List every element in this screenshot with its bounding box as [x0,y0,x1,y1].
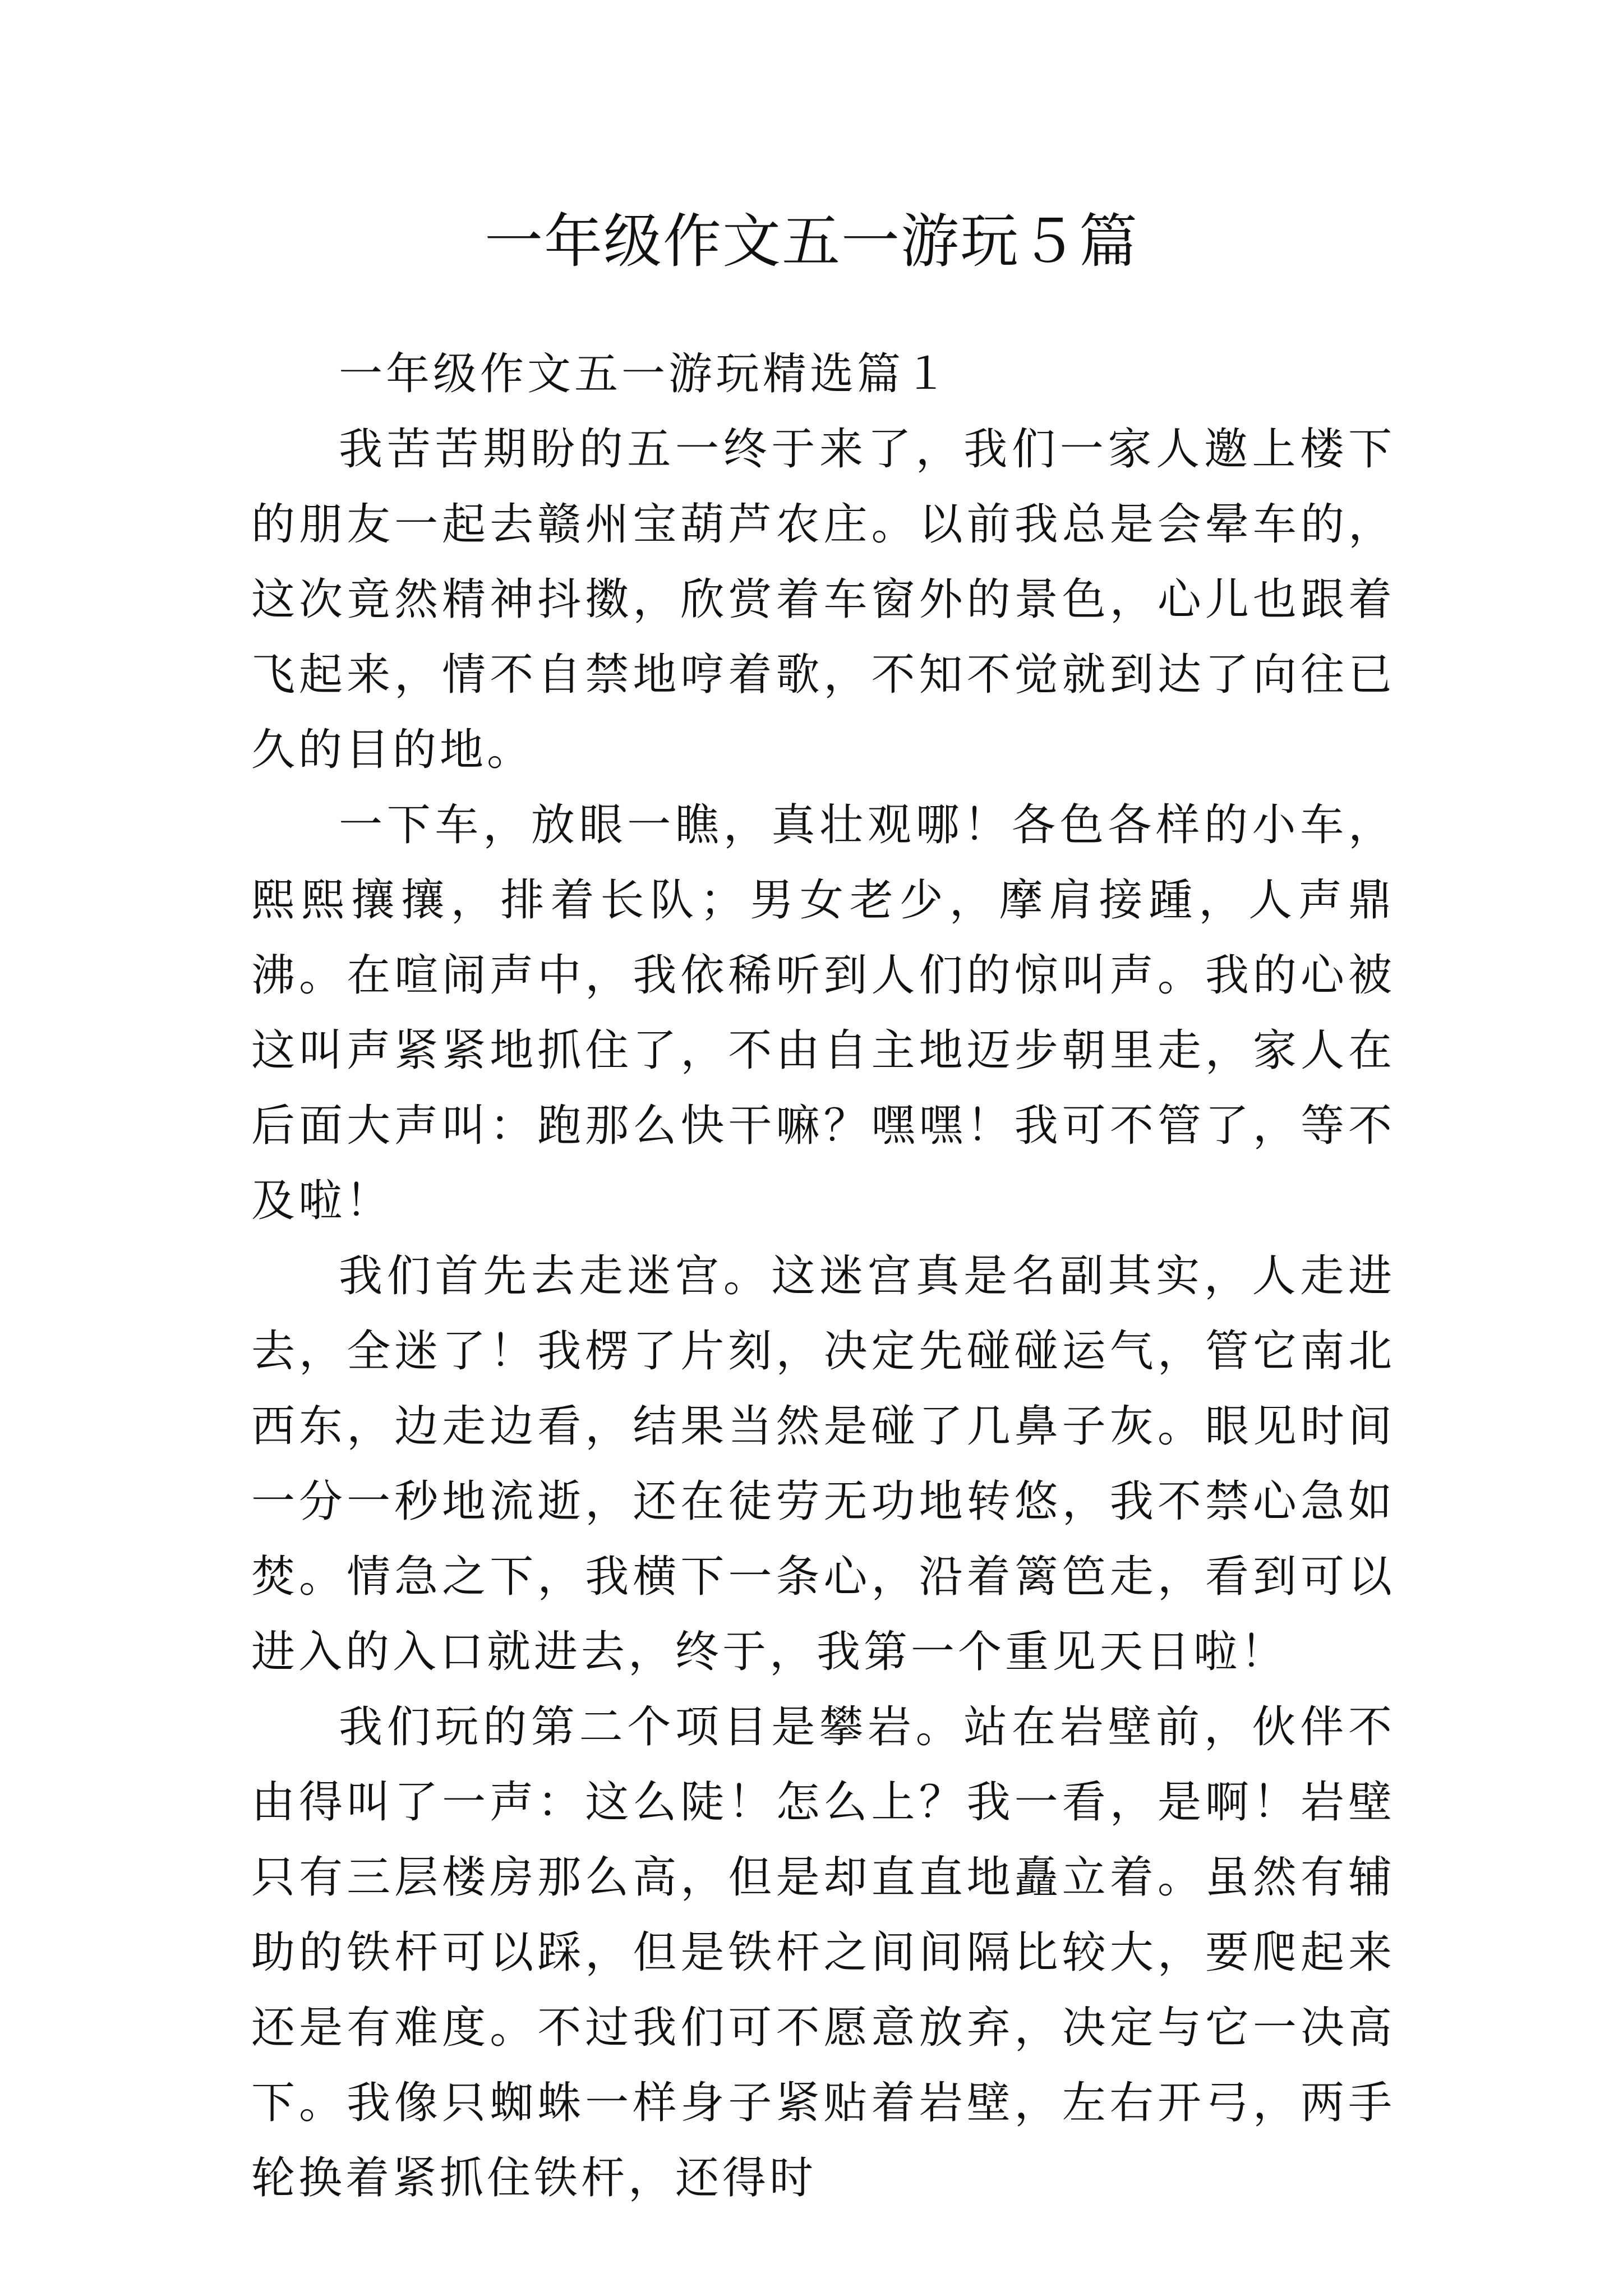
paragraph: 我们玩的第二个项目是攀岩。站在岩壁前，伙伴不由得叫了一声：这么陡！怎么上？我一看，是啊！岩壁只有三层楼房那么高，但是却直直地矗立着。虽然有辅助的铁杆可以踩，但是铁杆之间间隔比较大，要爬起来还是有难度。不过我们可不愿意放弃，决定与它一决高下。我像只蜘蛛一样身子紧贴着岩壁，左右开弓，两手轮换着紧抓住铁杆，还得时 [251,1702,1395,2203]
paragraph: 一下车，放眼一瞧，真壮观哪！各色各样的小车，熙熙攘攘，排着长队；男女老少，摩肩接踵，人声鼎沸。在喧闹声中，我依稀听到人们的惊叫声。我的心被这叫声紧紧地抓住了，不由自主地迈步朝里走，家人在后面大声叫：跑那么快干嘛？嘿嘿！我可不管了，等不及啦！ [251,800,1395,1226]
paragraph: 我苦苦期盼的五一终于来了，我们一家人邀上楼下的朋友一起去赣州宝葫芦农庄。以前我总是会晕车的，这次竟然精神抖擞，欣赏着车窗外的景色，心儿也跟着飞起来，情不自禁地哼着歌，不知不觉就到达了向往已久的目的地。 [251,424,1395,775]
paragraph: 我们首先去走迷宫。这迷宫真是名副其实，人走进去，全迷了！我楞了片刻，决定先碰碰运气，管它南北西东，边走边看，结果当然是碰了几鼻子灰。眼见时间一分一秒地流逝，还在徒劳无功地转悠，我不禁心急如焚。情急之下，我横下一条心，沿着篱笆走，看到可以进入的入口就进去，终于，我第一个重见天日啦！ [251,1251,1395,1677]
document-body [251,337,1395,2216]
document-title: 一年级作文五一游玩５篇 [484,207,1138,275]
section-heading: 一年级作文五一游玩精选篇１ [339,349,952,399]
